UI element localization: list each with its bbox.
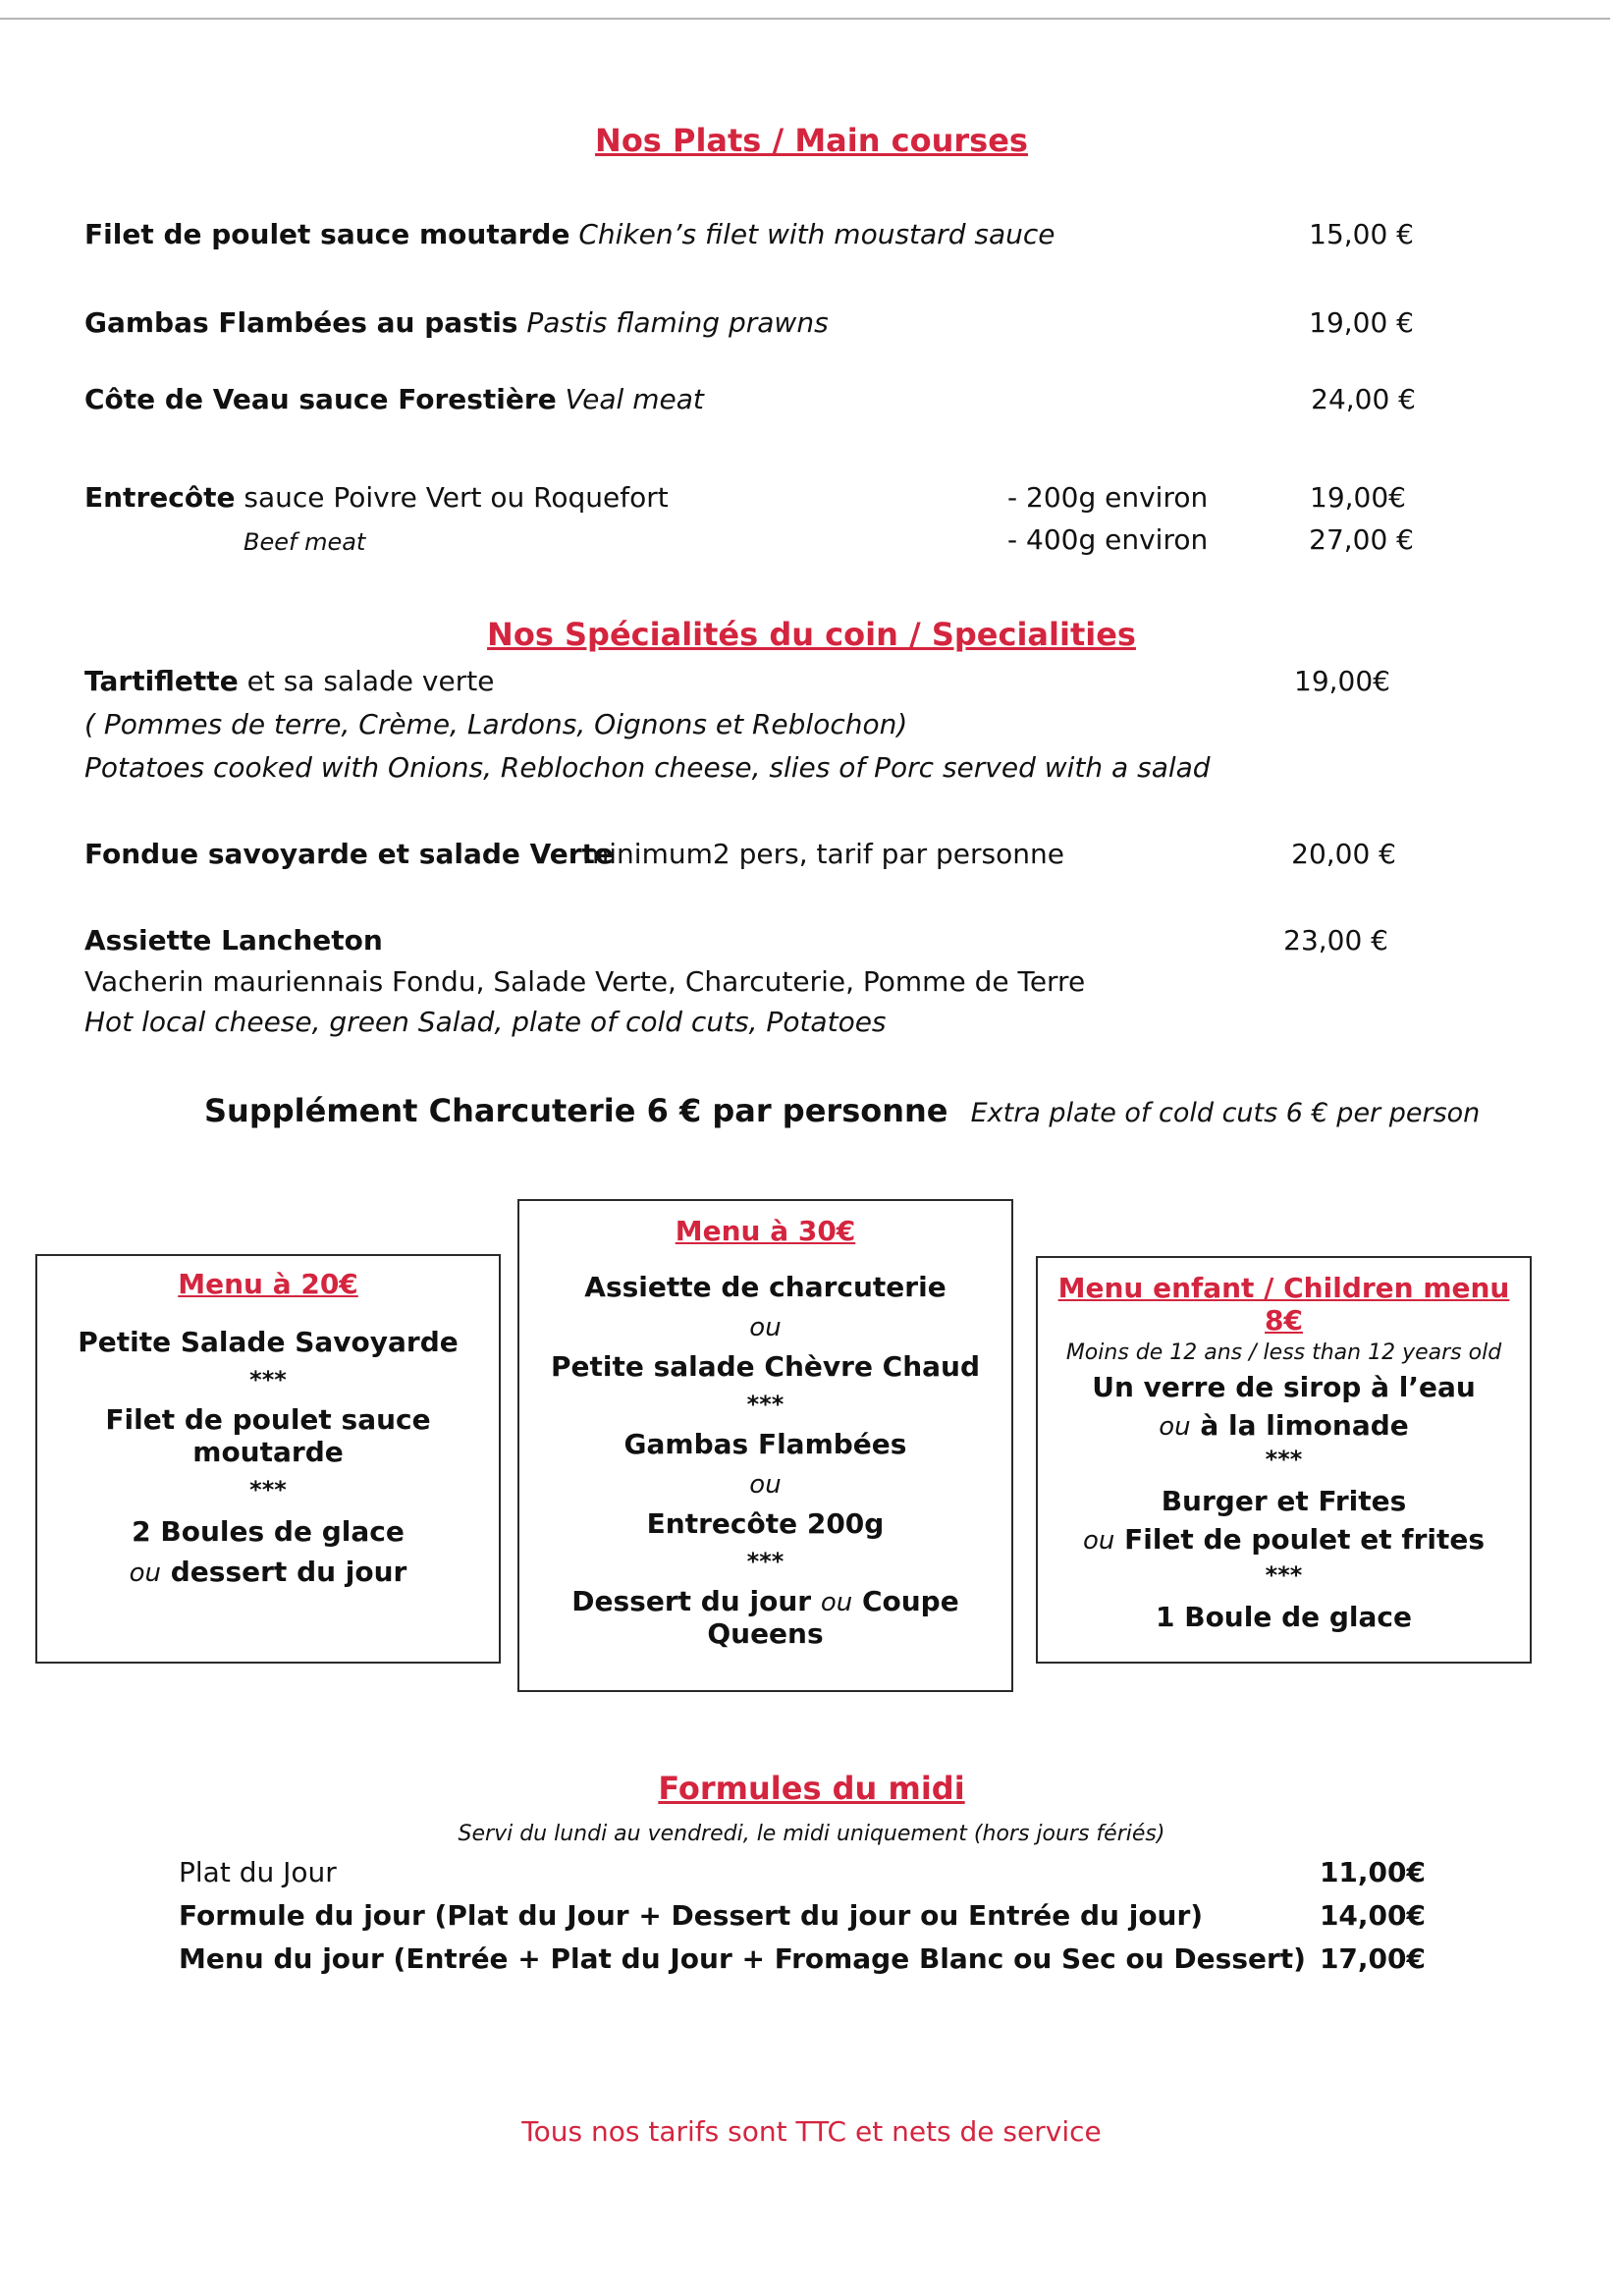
dish-english: Pastis flaming prawns [526,306,829,339]
midi-row [179,1942,1426,1975]
menu-separator: *** [249,1366,287,1394]
midi-price: 14,00€ [1319,1899,1426,1932]
dish-name: Fondue savoyarde et salade Verte [84,838,614,870]
entrecote-price: 19,00€ [1310,481,1406,514]
dish-name-rest: sauce Poivre Vert ou Roquefort [235,481,669,514]
dish-name-rest: et sa salade verte [238,665,495,697]
or-text: ou [820,1588,853,1617]
midi-price: 11,00€ [1319,1856,1426,1888]
dish-description: Vacherin mauriennais Fondu, Salade Verte, Charcuterie, Pomme de Terre [84,965,1086,998]
menu-line: Entrecôte 200g [646,1507,885,1540]
midi-label: Menu du jour (Entrée + Plat du Jour + Fromage Blanc ou Sec ou Dessert) [179,1942,1306,1975]
midi-row [179,1856,1426,1888]
main-courses-heading: Nos Plats / Main courses [595,122,1028,159]
dish-english: Veal meat [565,383,704,415]
dish-price: 19,00 € [1309,306,1414,339]
specialities-heading: Nos Spécialités du coin / Specialities [487,616,1136,653]
menu-line: Petite salade Chèvre Chaud [550,1350,981,1383]
or-text: ou [749,1470,782,1500]
menu-title: Menu à 20€ [178,1268,358,1300]
menu-title: Menu enfant / Children menu 8€ [1057,1272,1510,1337]
menu-line: Gambas Flambées [623,1428,907,1460]
midi-label: Formule du jour (Plat du Jour + Dessert du jour ou Entrée du jour) [179,1899,1204,1932]
menu-line [519,1585,1011,1650]
dish-name: Gambas Flambées au pastis [84,306,518,339]
dish-name: Côte de Veau sauce Forestière [84,383,557,415]
tartiflette-row [84,665,494,697]
top-rule [0,18,1610,20]
menu-line: Un verre de sirop à l’eau [1092,1371,1476,1403]
dish-row [84,306,829,339]
supplement-fr: Supplément Charcuterie 6 € par personne [204,1092,948,1129]
midi-subtitle: Servi du lundi au vendredi, le midi uniquement (hors jours fériés) [458,1822,1165,1846]
dish-price: 20,00 € [1291,838,1396,870]
entrecote-price: 27,00 € [1309,523,1414,556]
menu-30-box [517,1199,1013,1692]
menu-line: Petite Salade Savoyarde [78,1326,459,1358]
menu-line-text: Dessert du jour [571,1585,812,1617]
or-text: ou [129,1558,162,1588]
menu-separator: *** [249,1476,287,1503]
supplement-en: Extra plate of cold cuts 6 € per person [970,1098,1481,1128]
menu-separator: *** [746,1391,784,1418]
menu-line: 1 Boule de glace [1156,1601,1412,1633]
menu-line-text: dessert du jour [170,1556,407,1588]
supplement-line [204,1092,1480,1129]
menu-title: Menu à 30€ [675,1215,856,1247]
menu-separator: *** [1265,1446,1303,1473]
or-text: ou [749,1313,782,1342]
dish-price: 19,00€ [1294,665,1390,697]
menu-line [37,1556,499,1588]
dish-price: 24,00 € [1311,383,1416,415]
dish-english: Beef meat [243,528,366,556]
menu-separator: *** [1265,1561,1303,1589]
midi-price: 17,00€ [1319,1942,1426,1975]
menu-separator: *** [746,1548,784,1575]
menu-line-text: Coupe Queens [707,1585,959,1650]
entrecote-size: - 400g environ [1007,523,1209,556]
or-text: ou [1082,1526,1115,1556]
dish-row [84,383,704,415]
menu-line [1038,1523,1530,1556]
dish-price: 23,00 € [1283,924,1388,957]
dish-note: minimum2 pers, tarif par personne [582,838,1064,870]
menu-line [1038,1409,1530,1442]
dish-name: Assiette Lancheton [84,924,383,957]
or-text: ou [1159,1412,1191,1442]
dish-name: Tartiflette [84,665,239,697]
dish-name: Entrecôte [84,481,236,514]
menu-line: Filet de poulet sauce moutarde [105,1403,431,1468]
midi-label: Plat du Jour [179,1856,337,1888]
dish-english: Chiken’s filet with moustard sauce [578,218,1055,250]
dish-name: Filet de poulet sauce moutarde [84,218,570,250]
entrecote-row [84,481,669,514]
kids-menu-box [1036,1256,1532,1664]
menu-line: Burger et Frites [1161,1485,1407,1517]
dish-row [84,218,1055,250]
menu-line: Assiette de charcuterie [584,1271,947,1303]
menu-line-text: Filet de poulet et frites [1124,1523,1486,1556]
midi-heading: Formules du midi [658,1770,965,1807]
midi-row [179,1899,1426,1932]
dish-description-english: Hot local cheese, green Salad, plate of cold cuts, Potatoes [84,1006,887,1038]
menu-20-box [35,1254,501,1664]
menu-subtitle: Moins de 12 ans / less than 12 years old [1065,1340,1502,1365]
menu-line-text: à la limonade [1200,1409,1409,1442]
dish-description: ( Pommes de terre, Crème, Lardons, Oignons et Reblochon) [84,708,908,740]
dish-description-english: Potatoes cooked with Onions, Reblochon cheese, slies of Porc served with a salad [84,751,1211,784]
menu-line: 2 Boules de glace [132,1515,405,1548]
entrecote-size: - 200g environ [1007,481,1209,514]
dish-price: 15,00 € [1309,218,1414,250]
footer-note: Tous nos tarifs sont TTC et nets de service [521,2115,1102,2148]
